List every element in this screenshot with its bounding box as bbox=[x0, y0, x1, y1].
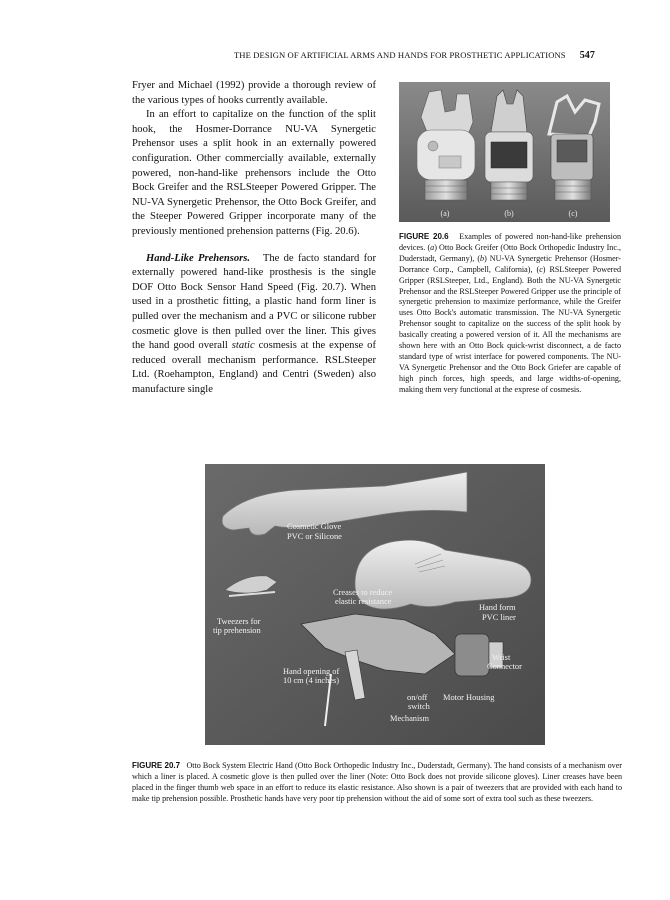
running-title: THE DESIGN OF ARTIFICIAL ARMS AND HANDS FOR PROSTHETIC APPLICATIONS bbox=[233, 50, 566, 60]
label-pvc-or-silicone: PVC or Silicone bbox=[287, 532, 342, 541]
panel-label-c: (c) bbox=[568, 209, 578, 218]
label-tip-prehension: tip prehension bbox=[213, 626, 261, 635]
electric-hand-photo-graphic bbox=[205, 464, 545, 745]
figure-20-6-label: FIGURE 20.6 bbox=[399, 232, 449, 241]
prehensor-photo-graphic bbox=[399, 82, 610, 222]
label-on-off: on/off bbox=[407, 693, 428, 702]
label-creases: Creases to reduce bbox=[333, 588, 393, 597]
figure-20-7-photo bbox=[205, 464, 545, 745]
body-column bbox=[132, 79, 376, 397]
label-cosmetic-glove: Cosmetic Glove bbox=[287, 522, 342, 531]
label-wrist: Wrist bbox=[492, 653, 511, 662]
paragraph-1: Fryer and Michael (1992) provide a thorough review of the various types of hooks currently available. bbox=[132, 80, 376, 106]
label-hand-opening: Hand opening of bbox=[283, 667, 340, 676]
label-mechanism: Mechanism bbox=[390, 714, 430, 723]
figure-20-7-caption bbox=[132, 760, 622, 804]
running-header bbox=[190, 50, 595, 61]
figure-20-6-photo bbox=[399, 82, 610, 222]
label-tweezers: Tweezers for bbox=[217, 617, 261, 626]
panel-label-a: (a) bbox=[440, 209, 450, 218]
paragraph-3: Hand-Like Prehensors. The de facto standard for externally powered hand-like prosthesis is the single DOF Otto Bock Sensor Hand Speed (Fig. 20.7). When used in a prosthetic fitting, a plastic hand form liner is pulled over the mechanism and a PVC or silicone rubber cosmetic glove is then pulled over the liner. This gives the hand good overall static cosmesis at the expense of reduced overall mechanism performance. RSLSteeper Ltd. (Roehampton, England) and Centri (Sweden) also manufacture single bbox=[132, 252, 376, 395]
figure-20-6-caption: FIGURE 20.6 Examples of powered non-hand-like prehension devices. (a) Otto Bock Greifer (Otto Bock Orthopedic Industry Inc., Duderstadt, Germany), (b) NU-VA Synergetic Prehensor (Hosmer-Dorrance Corp., Campbell, California), (c) RSLSteeper Powered Gripper (RSLSteeper, Ltd., England). Both the NU-VA Synergetic Prehensor and the RSLSteeper Powered Gripper use the principle of synergetic prehension to maximize performance, while the Greifer uses Otto Bock's automatic transmission. The NU-VA Synergetic Prehensor sought to capitalize on the success of the split hook by basically creating a powered version of it. All the mechanisms are shown here with an Otto Bock quick-wrist disconnect, a de facto standard type of wrist interface for powered components. The NU-VA Synergetic Prehensor and the Otto Bock Griefer are capable of high pinch forces, high speeds, and large widths-of-opening, making them very functional at the exprese of cosmesis. bbox=[399, 232, 621, 394]
panel-label-b: (b) bbox=[504, 209, 514, 218]
label-pvc-liner: PVC liner bbox=[482, 613, 516, 622]
label-connector: Connector bbox=[487, 662, 522, 671]
figure-20-7-caption-text: Otto Bock System Electric Hand (Otto Bock Orthopedic Industry Inc., Duderstadt, Germany). The hand consists of a mechanism over which a liner is placed. A cosmetic glove is then pulled over the liner (Note: Otto Bock does not provide silicone gloves). Liner creases have been placed in the finger thumb web space in an effort to reduce its elastic resistance. Also shown is a pair of tweezers that are provided with each hand to make tip prehension possible. Prosthetic hands have very poor tip prehension without the aid of some sort of extra tool such as these tweezers. bbox=[132, 761, 623, 803]
section-heading-hand-like-prehensors: Hand-Like Prehensors. bbox=[146, 252, 251, 264]
label-10-cm: 10 cm (4 inches) bbox=[283, 676, 340, 685]
label-switch: switch bbox=[408, 702, 430, 711]
label-hand-form: Hand form bbox=[479, 603, 516, 612]
page-number: 547 bbox=[579, 50, 595, 61]
figure-20-7-label: FIGURE 20.7 bbox=[132, 761, 181, 770]
label-elastic-resistance: elastic resistance bbox=[335, 597, 392, 606]
label-motor-housing: Motor Housing bbox=[443, 693, 495, 702]
paragraph-2: In an effort to capitalize on the function of the split hook, the Hosmer-Dorrance NU-VA Synergetic Prehensor uses a split hook in an externally powered configuration. Other commercially available, externally powered, non-hand-like prehensors include the Otto Bock Greifer and the RSLSteeper Powered Gripper. The NU-VA Synergetic Prehensor, the Otto Bock Greifer, and the Steeper Powered Gripper incorporate many of the previously mentioned prehension patterns (Fig. 20.6). bbox=[132, 109, 376, 237]
